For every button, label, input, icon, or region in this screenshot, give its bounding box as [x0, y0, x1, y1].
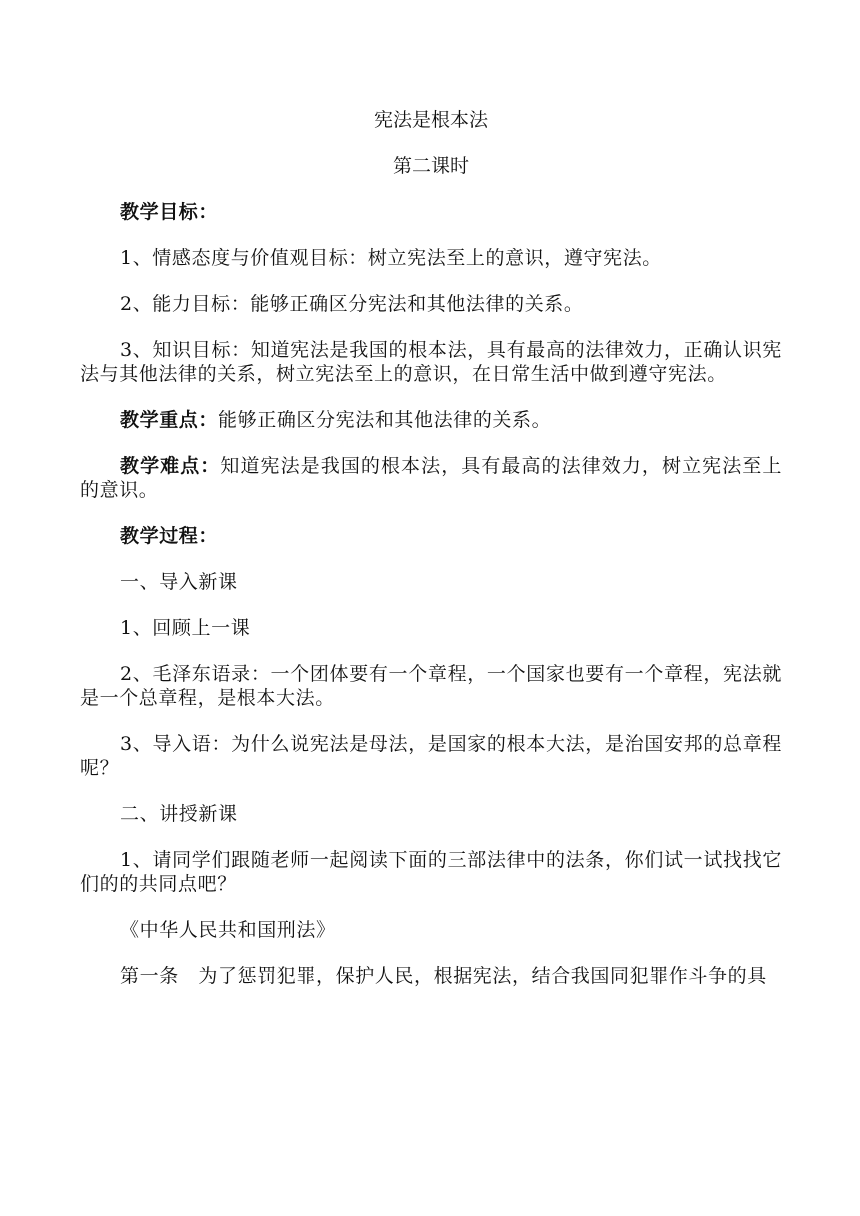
difficult-point-label: 教学难点：	[120, 455, 221, 477]
article-text: 第一条 为了惩罚犯罪，保护人民，根据宪法，结合我国同犯罪作斗争的具	[120, 965, 767, 987]
document-page	[80, 108, 782, 1010]
section2-item-1: 1、请同学们跟随老师一起阅读下面的三部法律中的法条，你们试一试找找它们的的共同点吧？	[80, 849, 782, 895]
difficult-point-text: 知道宪法是我国的根本法，具有最高的法律效力，树立宪法至上的意识。	[80, 455, 782, 501]
document-subtitle: 第二课时	[392, 155, 469, 177]
section1-heading: 一、导入新课	[120, 571, 238, 593]
section1-item-1: 1、回顾上一课	[120, 617, 251, 639]
process-heading: 教学过程：	[120, 525, 219, 547]
section1-item-2: 2、毛泽东语录：一个团体要有一个章程，一个国家也要有一个章程，宪法就是一个总章程，是根本大法。	[80, 663, 782, 709]
key-point-text: 能够正确区分宪法和其他法律的关系。	[218, 409, 552, 431]
document-title: 宪法是根本法	[373, 109, 488, 131]
key-point-paragraph	[80, 408, 782, 432]
goal-item-1: 1、情感态度与价值观目标：树立宪法至上的意识，遵守宪法。	[120, 247, 662, 269]
goal-item-2: 2、能力目标：能够正确区分宪法和其他法律的关系。	[120, 293, 584, 315]
goal-item-3: 3、知识目标：知道宪法是我国的根本法，具有最高的法律效力，正确认识宪法与其他法律的关系，树立宪法至上的意识，在日常生活中做到遵守宪法。	[80, 339, 782, 385]
key-point-label: 教学重点：	[120, 409, 219, 431]
teaching-goals-heading: 教学目标：	[120, 201, 219, 223]
book-title: 《中华人民共和国刑法》	[120, 919, 336, 941]
section1-item-3: 3、导入语：为什么说宪法是母法，是国家的根本大法，是治国安邦的总章程呢？	[80, 733, 782, 779]
section2-heading: 二、讲授新课	[120, 803, 238, 825]
difficult-point-paragraph	[80, 454, 782, 502]
